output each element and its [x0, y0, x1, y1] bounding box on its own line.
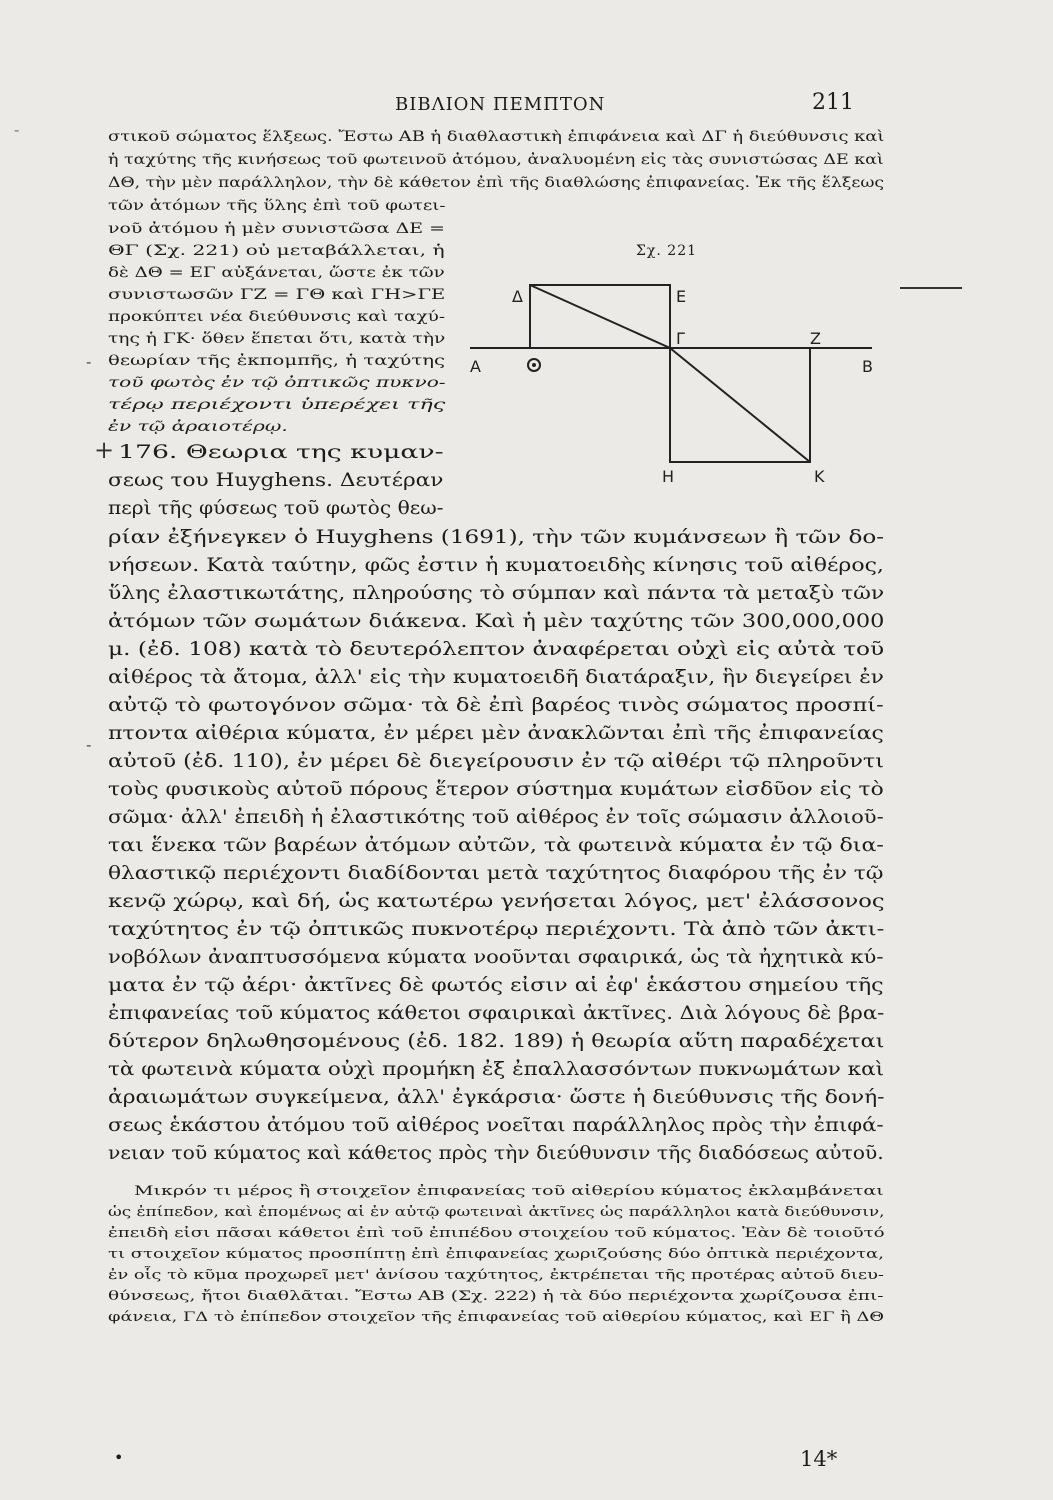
footnote-line: τι στοιχεῖον κύματος προσπίπτῃ ἐπὶ ἐπιφανείας χωριζούσης δύο ὀπτικὰ περιέχοντα, [108, 1247, 884, 1262]
margin-dash: - [86, 735, 92, 754]
text-line: μ. (ἐδ. 108) κατὰ τὸ δευτερόλεπτον ἀναφέρεται οὐχὶ εἰς αὐτὰ τοῦ [108, 639, 885, 660]
text-line: ἡ ταχύτης τῆς κινήσεως τοῦ φωτεινοῦ ἀτόμου, ἀναλυομένη εἰς τὰς συνιστώσας ΔΕ καὶ [108, 152, 884, 168]
footnote-line: ἐπειδὴ εἰσι πᾶσαι κάθετοι ἐπὶ τοῦ ἐπιπέδου στοιχείου τοῦ κύματος. Ἐὰν δὲ τοιοῦτό [108, 1226, 885, 1241]
text-line: σεως ἑκάστου ἀτόμου τοῦ αἰθέρος νοεῖται παράλληλος πρὸς τὴν ἐπιφά- [108, 1115, 884, 1136]
figure-caption: Σχ. 221 [636, 243, 698, 259]
text-line: συνιστωσῶν ΓΖ = ΓΘ καὶ ΓΗ>ΓΕ [108, 287, 446, 303]
label-z: Ζ [810, 329, 821, 348]
text-line: ΔΘ, τὴν μὲν παράλληλον, τὴν δὲ κάθετον ἐπὶ τῆς διαθλώσης ἐπιφανείας. Ἐκ τῆς ἕλξεως [108, 175, 885, 191]
text-line: αὐτῷ τὸ φωτογόνον σῶμα· τὰ δὲ ἐπὶ βαρέος τινὸς σώματος προσπί- [108, 695, 884, 716]
incident-ray-dg [530, 285, 670, 348]
margin-dash: - [86, 352, 92, 371]
text-line: τοὺς φυσικοὺς αὐτοῦ πόρους ἕτερον σύστημα κυμάτων εἰσδῦον εἰς τὸ [108, 779, 884, 800]
margin-rule [900, 287, 962, 289]
margin-bullet: • [114, 1448, 124, 1467]
text-line: ρίαν ἐξήνεγκεν ὁ Huyghens (1691), τὴν τῶν κυμάνσεων ἢ τῶν δο- [108, 527, 885, 548]
text-line: στικοῦ σώματος ἕλξεως. Ἔστω ΑΒ ἡ διαθλαστικὴ ἐπιφάνεια καὶ ΔΓ ἡ διεύθυνσις καὶ [108, 129, 885, 145]
text-line: τοῦ φωτὸς ἐν τῷ ὀπτικῶς πυκνο- [108, 375, 446, 391]
section-heading-line: σεως του Huyghens. Δευτέραν [108, 470, 444, 491]
label-d: Δ [512, 287, 523, 306]
text-line: αἰθέρος τὰ ἄτομα, ἀλλ' εἰς τὴν κυματοειδῆ διατάραξιν, ἣν διεγείρει ἐν [108, 667, 884, 688]
label-h: Η [662, 467, 675, 486]
point-theta-center [532, 363, 536, 367]
label-b: Β [862, 357, 873, 376]
label-a: Α [470, 357, 481, 376]
label-e: Ε [676, 287, 687, 306]
text-line: νήσεων. Κατὰ ταύτην, φῶς ἐστιν ἡ κυματοειδὴς κίνησις τοῦ αἰθέρος, [108, 555, 884, 576]
text-line: νοβόλων ἀναπτυσσόμενα κύματα νοοῦνται σφαιρικά, ὡς τὰ ἠχητικὰ κύ- [108, 947, 884, 968]
text-line: περὶ τῆς φύσεως τοῦ φωτὸς θεω- [108, 498, 444, 519]
footnote-line: θύνσεως, ἤτοι διαθλᾶται. Ἔστω ΑΒ (Σχ. 222) ἡ τὰ δύο περιέχοντα χωρίζουσα ἐπι- [108, 1289, 884, 1304]
text-line: ἐπιφανείας τοῦ κύματος κάθετοι σφαιρικαὶ ἀκτῖνες. Διὰ λόγους δὲ βρα- [108, 1003, 885, 1024]
text-line: θεωρίαν τῆς ἐκπομπῆς, ἡ ταχύτης [108, 353, 446, 369]
footnote-line: Μικρόν τι μέρος ἢ στοιχεῖον ἐπιφανείας τοῦ αἰθερίου κύματος ἐκλαμβάνεται [134, 1184, 884, 1199]
margin-plus-mark: + [94, 436, 115, 464]
text-line: ἀραιωμάτων συγκείμενα, ἀλλ' ἐγκάρσια· ὥστε ἡ διεύθυνσις τῆς δονή- [108, 1087, 885, 1108]
text-line: ἐν τῷ ἀραιοτέρῳ. [108, 419, 288, 435]
text-line: ΘΓ (Σχ. 221) οὐ μεταβάλλεται, ἡ [108, 243, 445, 259]
text-line: ται ἕνεκα τῶν βαρέων ἀτόμων αὐτῶν, τὰ φωτεινὰ κύματα ἐν τῷ δια- [108, 835, 884, 856]
text-line: ὕλης ἐλαστικωτάτης, πληρούσης τὸ σύμπαν καὶ πάντα τὰ μεταξὺ τῶν [108, 583, 885, 604]
text-line: κενῷ χώρῳ, καὶ δή, ὡς κατωτέρω γενήσεται λόγος, μετ' ἐλάσσονος [108, 891, 885, 912]
text-line: σῶμα· ἀλλ' ἐπειδὴ ἡ ἐλαστικότης τοῦ αἰθέρος ἐν τοῖς σώμασιν ἀλλοιοῦ- [108, 807, 884, 828]
text-line: πτοντα αἰθέρια κύματα, ἐν μέρει μὲν ἀνακλῶνται ἐπὶ τῆς ἐπιφανείας [108, 723, 884, 744]
text-line: θλαστικῷ περιέχοντι διαδίδονται μετὰ ταχύτητος διαφόρου τῆς ἐν τῷ [108, 863, 884, 884]
footnote-line: ἐν οἷς τὸ κῦμα προχωρεῖ μετ' ἀνίσου ταχύτητος, ἐκτρέπεται τῆς προτέρας αὐτοῦ διευ- [108, 1268, 884, 1283]
label-k: Κ [814, 467, 825, 486]
text-line: ἀτόμων τῶν σωμάτων διάκενα. Καὶ ἡ μὲν ταχύτης τῶν 300,000,000 [108, 611, 885, 632]
text-line: δύτερον δηλωθησομένους (ἐδ. 182. 189) ἡ θεωρία αὕτη παραδέχεται [108, 1031, 885, 1052]
refraction-diagram [466, 272, 886, 492]
text-line: τέρῳ περιέχοντι ὑπερέχει τῆς [108, 397, 446, 413]
text-line: ταχύτητος ἐν τῷ ὀπτικῶς πυκνοτέρῳ περιέχοντι. Τὰ ἀπὸ τῶν ἀκτι- [108, 919, 885, 940]
section-heading-line: 176. Θεωρια της κυμαν- [118, 442, 444, 463]
page-number: 211 [812, 90, 854, 115]
running-head: ΒΙΒΛΙΟΝ ΠΕΜΠΤΟΝ [395, 94, 606, 115]
signature-mark: 14* [800, 1447, 838, 1471]
label-g: Γ [676, 329, 685, 348]
text-line: τὰ φωτεινὰ κύματα οὐχὶ προμήκη ἐξ ἐπαλλασσόντων πυκνωμάτων καὶ [108, 1059, 885, 1080]
text-line: τῶν ἀτόμων τῆς ὕλης ἐπὶ τοῦ φωτει- [108, 198, 446, 214]
text-line: νειαν τοῦ κύματος καὶ κάθετος πρὸς τὴν διεύθυνσιν τῆς διαδόσεως αὐτοῦ. [108, 1143, 884, 1164]
text-line: της ἡ ΓΚ· ὅθεν ἕπεται ὅτι, κατὰ τὴν [108, 331, 446, 347]
footnote-line: φάνεια, ΓΔ τὸ ἐπίπεδον στοιχεῖον τῆς ἐπιφανείας τοῦ αἰθερίου κύματος, καὶ ΕΓ ἢ ΔΘ [108, 1310, 884, 1325]
margin-tick: - [14, 120, 20, 139]
text-line: ματα ἐν τῷ ἀέρι· ἀκτῖνες δὲ φωτός εἰσιν αἱ ἐφ' ἑκάστου σημείου τῆς [108, 975, 884, 996]
text-line: αὐτοῦ (ἐδ. 110), ἐν μέρει δὲ διεγείρουσιν ἐν τῷ αἰθέρι τῷ πληροῦντι [108, 751, 885, 772]
refracted-ray-gk [670, 348, 810, 462]
text-line: προκύπτει νέα διεύθυνσις καὶ ταχύ- [108, 309, 446, 325]
footnote-line: ὡς ἐπίπεδον, καὶ ἑπομένως αἱ ἐν αὐτῷ φωτειναὶ ἀκτῖνες ὡς παράλληλοι κατὰ διεύθυνσιν, [108, 1205, 885, 1220]
text-line: νοῦ ἀτόμου ἡ μὲν συνιστῶσα ΔΕ = [108, 221, 445, 237]
text-line: δὲ ΔΘ = ΕΓ αὐξάνεται, ὥστε ἐκ τῶν [108, 265, 445, 281]
